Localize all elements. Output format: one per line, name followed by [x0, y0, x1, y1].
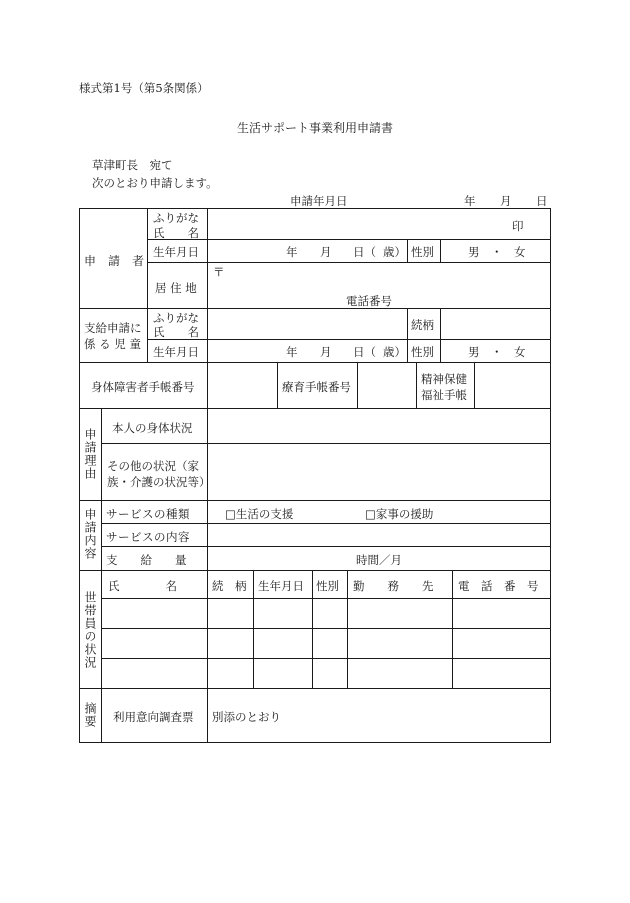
summary-section-label: 摘要 [83, 702, 97, 728]
child-furigana-label: ふりがな [153, 311, 199, 325]
body-condition-field[interactable] [208, 409, 550, 443]
addressee: 草津町長 宛て [92, 158, 173, 172]
application-date-label: 申請年月日 [290, 194, 348, 208]
household-row[interactable] [102, 629, 550, 658]
child-birth-field[interactable] [208, 340, 407, 362]
child-name-field[interactable] [208, 309, 407, 339]
child-section-label-1: 支給申請に [84, 321, 142, 335]
ryoiku-handbook-label: 療育手帳番号 [282, 380, 351, 394]
child-birth-day: 日（ [353, 345, 376, 359]
child-birth-month: 月 [320, 345, 332, 359]
amount-label: 支 給 量 [106, 553, 187, 567]
applicant-name-label: 氏 名 [153, 226, 199, 240]
applicant-birth-label: 生年月日 [153, 245, 199, 259]
applicant-sex-options[interactable]: 男 ・ 女 [468, 245, 526, 259]
child-birth-year: 年 [286, 345, 298, 359]
child-relation-field[interactable] [441, 309, 550, 339]
ryoiku-handbook-field[interactable] [358, 363, 416, 408]
service-option-housework[interactable]: □家事の援助 [365, 507, 434, 521]
date-year-unit: 年 [464, 194, 476, 208]
service-option-life-support[interactable]: □生活の支援 [225, 507, 294, 521]
date-day-unit: 日 [536, 194, 548, 208]
household-header-phone: 電 話 番 号 [458, 579, 539, 593]
date-month-unit: 月 [500, 194, 512, 208]
child-birth-label: 生年月日 [153, 345, 199, 359]
mental-handbook-label-2: 福祉手帳 [421, 388, 467, 402]
household-header-relation: 続 柄 [212, 579, 247, 593]
household-section-label: 世帯員の状況 [83, 591, 97, 669]
survey-value: 別添のとおり [212, 710, 281, 724]
child-age: 歳） [383, 345, 406, 359]
applicant-sex-label: 性別 [411, 245, 434, 259]
child-section-label-2: 係 る 児 童 [84, 337, 141, 351]
service-type-label: サービスの種類 [106, 507, 190, 521]
body-condition-label: 本人の身体状況 [112, 421, 193, 435]
applicant-age: 歳） [383, 245, 406, 259]
mental-handbook-label-1: 精神保健 [421, 372, 467, 386]
child-relation-label: 続柄 [411, 318, 434, 332]
disability-handbook-label: 身体障害者手帳番号 [91, 380, 195, 394]
content-section-label: 申請内容 [83, 508, 97, 560]
survey-label: 利用意向調査票 [113, 710, 194, 724]
other-condition-field[interactable] [208, 444, 550, 500]
applicant-birth-month: 月 [320, 245, 332, 259]
postal-mark: 〒 [213, 265, 225, 279]
residence-label: 居 住 地 [155, 281, 197, 295]
child-sex-label: 性別 [411, 345, 434, 359]
phone-label: 電話番号 [346, 294, 392, 308]
mental-handbook-field[interactable] [475, 363, 550, 408]
child-name-label: 氏 名 [153, 325, 199, 339]
household-header-workplace: 勤 務 先 [353, 579, 434, 593]
other-condition-label-1: その他の状況（家 [107, 459, 199, 473]
household-row[interactable] [102, 659, 550, 688]
reason-section-label: 申請理由 [83, 428, 97, 480]
household-header-birth: 生年月日 [258, 579, 304, 593]
form-title: 生活サポート事業利用申請書 [237, 121, 394, 135]
household-header-name: 氏 名 [108, 579, 177, 593]
other-condition-label-2: 族・介護の状況等） [107, 475, 211, 489]
household-row[interactable] [102, 599, 550, 628]
applicant-birth-field[interactable] [208, 240, 407, 262]
household-header-sex: 性別 [316, 579, 339, 593]
applicant-furigana-label: ふりがな [153, 211, 199, 225]
disability-handbook-field[interactable] [208, 363, 277, 408]
applicant-birth-day: 日（ [353, 245, 376, 259]
applicant-birth-year: 年 [286, 245, 298, 259]
form-number: 様式第1号（第5条関係） [79, 81, 209, 95]
service-content-label: サービスの内容 [106, 530, 190, 544]
intro-text: 次のとおり申請します。 [92, 176, 218, 190]
child-sex-options[interactable]: 男 ・ 女 [468, 345, 526, 359]
applicant-section-label: 申 請 者 [84, 254, 145, 268]
service-content-field[interactable] [208, 524, 550, 546]
amount-unit: 時間／月 [356, 553, 402, 567]
applicant-name-field[interactable] [208, 209, 550, 239]
seal-mark: 印 [512, 219, 524, 233]
